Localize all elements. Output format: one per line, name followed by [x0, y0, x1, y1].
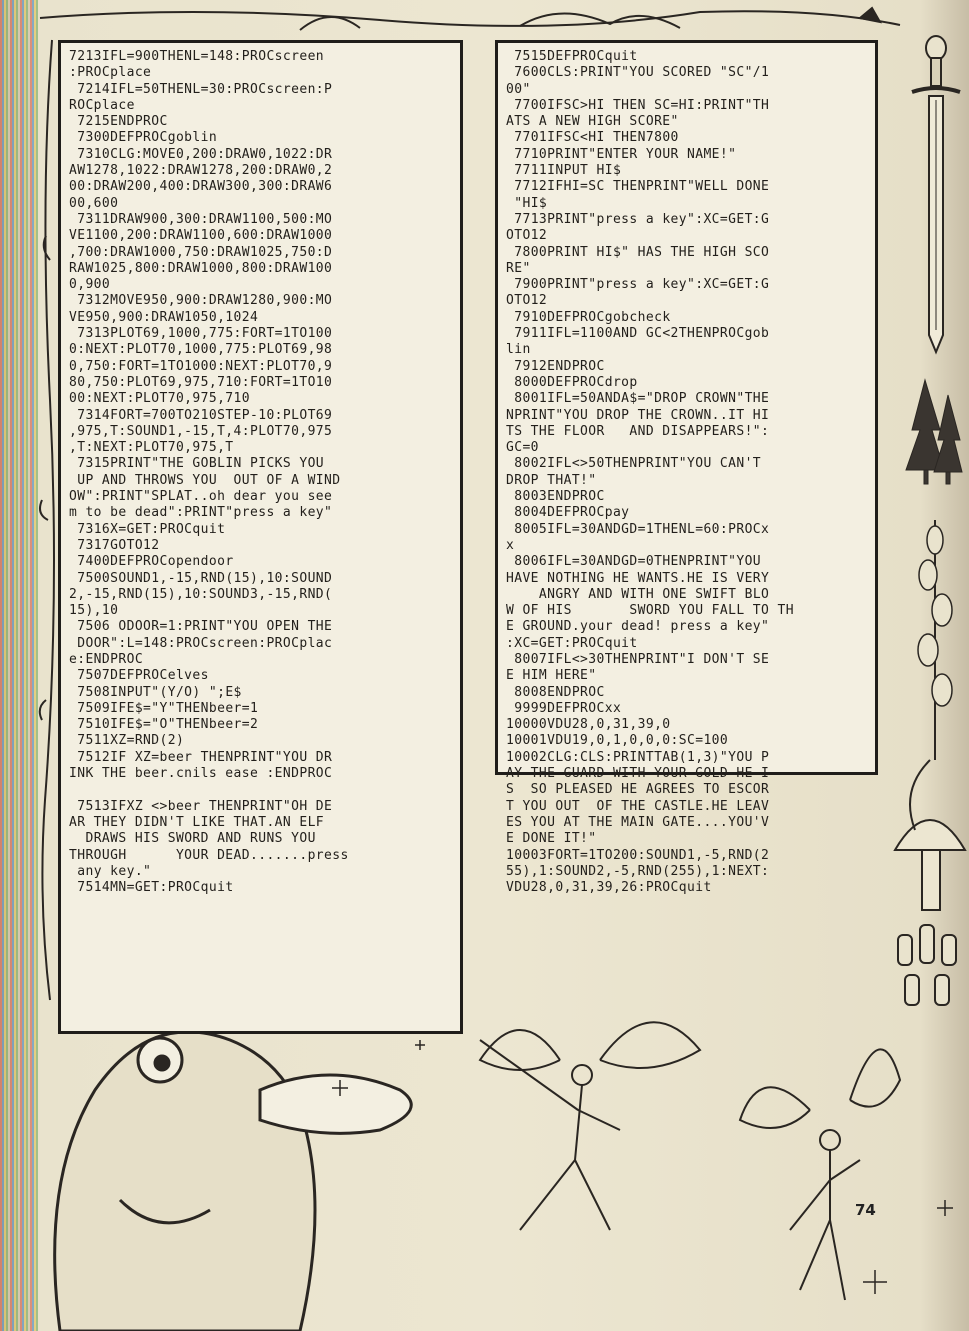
- code-line: INK THE beer.cnils ease :ENDPROC: [69, 766, 333, 782]
- code-line: 7215ENDPROC: [69, 114, 168, 130]
- code-line: :PROCplace: [69, 65, 152, 81]
- code-line: 9999DEFPROCxx: [506, 700, 622, 716]
- code-line: ES YOU AT THE MAIN GATE....YOU'V: [506, 814, 770, 830]
- code-line: 00": [506, 81, 531, 97]
- code-line: E GROUND.your dead! press a key": [506, 619, 770, 635]
- code-line: VE1100,200:DRAW1100,600:DRAW1000: [69, 228, 333, 244]
- code-line: 2,-15,RND(15),10:SOUND3,-15,RND(: [69, 586, 333, 602]
- code-line: ,975,T:SOUND1,-15,T,4:PLOT70,975: [69, 423, 333, 439]
- code-line: VE950,900:DRAW1050,1024: [69, 309, 259, 325]
- code-line: E DONE IT!": [506, 831, 597, 847]
- code-line: :XC=GET:PROCquit: [506, 635, 638, 651]
- code-line: 7514MN=GET:PROCquit: [69, 880, 234, 896]
- fairy-right-illustration: [740, 1049, 900, 1300]
- code-line: 8006IFL=30ANDGD=0THENPRINT"YOU: [506, 554, 762, 570]
- code-line: 8003ENDPROC: [506, 489, 605, 505]
- code-line: 8001IFL=50ANDA$="DROP CROWN"THE: [506, 391, 770, 407]
- code-line: 7700IFSC>HI THEN SC=HI:PRINT"TH: [506, 97, 770, 113]
- code-line: 00:NEXT:PLOT70,975,710: [69, 391, 250, 407]
- code-line: "HI$: [506, 195, 548, 211]
- code-line: 7311DRAW900,300:DRAW1100,500:MO: [69, 211, 333, 227]
- code-line: 80,750:PLOT69,975,710:FORT=1TO10: [69, 374, 333, 390]
- code-listing-right: [495, 40, 878, 896]
- code-line: 7400DEFPROCopendoor: [69, 554, 234, 570]
- code-line: 7800PRINT HI$" HAS THE HIGH SCO: [506, 244, 770, 260]
- code-line: 7500SOUND1,-15,RND(15),10:SOUND: [69, 570, 333, 586]
- code-line: 00:DRAW200,400:DRAW300,300:DRAW6: [69, 179, 333, 195]
- code-line: 7506 ODOOR=1:PRINT"YOU OPEN THE: [69, 619, 333, 635]
- code-line: E HIM HERE": [506, 668, 597, 684]
- code-line: 7713PRINT"press a key":XC=GET:G: [506, 211, 770, 227]
- code-line: HAVE NOTHING HE WANTS.HE IS VERY: [506, 570, 770, 586]
- code-line: 7510IFE$="O"THENbeer=2: [69, 717, 259, 733]
- foxglove-illustration: [918, 520, 952, 760]
- code-line: RAW1025,800:DRAW1000,800:DRAW100: [69, 260, 333, 276]
- code-line: 7911IFL=1100AND GC<2THENPROCgob: [506, 326, 770, 342]
- code-line: TS THE FLOOR AND DISAPPEARS!":: [506, 423, 770, 439]
- code-line: 7513IFXZ <>beer THENPRINT"OH DE: [69, 798, 333, 814]
- fairy-left-illustration: [480, 1022, 700, 1230]
- code-line: 7600CLS:PRINT"YOU SCORED "SC"/1: [506, 65, 770, 81]
- code-line: ROCplace: [69, 97, 135, 113]
- code-line: 7900PRINT"press a key":XC=GET:G: [506, 277, 770, 293]
- code-line: 15),10: [69, 603, 119, 619]
- code-line: THROUGH YOUR DEAD.......press: [69, 847, 349, 863]
- code-line: 7314FORT=700TO210STEP-10:PLOT69: [69, 407, 333, 423]
- code-line: 0:NEXT:PLOT70,1000,775:PLOT69,98: [69, 342, 333, 358]
- code-line: 7509IFE$="Y"THENbeer=1: [69, 700, 259, 716]
- page-number: 74: [855, 1201, 876, 1219]
- code-line: lin: [506, 342, 531, 358]
- code-line: 10000VDU28,0,31,39,0: [506, 717, 671, 733]
- code-line: e:ENDPROC: [69, 651, 144, 667]
- code-line: ,700:DRAW1000,750:DRAW1025,750:D: [69, 244, 333, 260]
- code-line: 00,600: [69, 195, 119, 211]
- goblin-illustration: [55, 1032, 412, 1331]
- code-line: 8008ENDPROC: [506, 684, 605, 700]
- code-line: ATS A NEW HIGH SCORE": [506, 114, 679, 130]
- code-line: 0,750:FORT=1TO1000:NEXT:PLOT70,9: [69, 358, 333, 374]
- code-line: 7214IFL=50THENL=30:PROCscreen:P: [69, 81, 333, 97]
- code-line: 10003FORT=1TO200:SOUND1,-5,RND(2: [506, 847, 770, 863]
- code-line: 8004DEFPROCpay: [506, 505, 630, 521]
- code-line: 7512IF XZ=beer THENPRINT"YOU DR: [69, 749, 333, 765]
- code-line: 7507DEFPROCelves: [69, 668, 209, 684]
- code-line: 7912ENDPROC: [506, 358, 605, 374]
- code-line: T YOU OUT OF THE CASTLE.HE LEAV: [506, 798, 770, 814]
- code-line: 7511XZ=RND(2): [69, 733, 185, 749]
- code-line: 7712IFHI=SC THENPRINT"WELL DONE: [506, 179, 770, 195]
- trees-illustration: [906, 380, 962, 484]
- code-line: AW1278,1022:DRAW1278,200:DRAW0,2: [69, 163, 333, 179]
- code-line: GC=0: [506, 440, 539, 456]
- code-line: AY THE GUARD WITH YOUR GOLD HE I: [506, 766, 770, 782]
- stars-decoration: [332, 1040, 953, 1294]
- code-line: x: [506, 537, 515, 553]
- code-line: OW":PRINT"SPLAT..oh dear you see: [69, 489, 333, 505]
- code-line: 7313PLOT69,1000,775:FORT=1TO100: [69, 326, 333, 342]
- code-listing-left: [58, 40, 463, 1034]
- top-border-art: [40, 8, 900, 30]
- code-line: 7300DEFPROCgoblin: [69, 130, 218, 146]
- code-line: RE": [506, 260, 531, 276]
- code-line: W OF HIS SWORD YOU FALL TO TH: [506, 603, 794, 619]
- code-line: 7701IFSC<HI THEN7800: [506, 130, 679, 146]
- code-line: OTO12: [506, 228, 548, 244]
- code-line: 55),1:SOUND2,-5,RND(255),1:NEXT:: [506, 863, 770, 879]
- code-line: OTO12: [506, 293, 548, 309]
- code-line: 8002IFL<>50THENPRINT"YOU CAN'T: [506, 456, 762, 472]
- code-line: 7213IFL=900THENL=148:PROCscreen: [69, 49, 325, 64]
- code-line: 7315PRINT"THE GOBLIN PICKS YOU: [69, 456, 325, 472]
- code-line: NPRINT"YOU DROP THE CROWN..IT HI: [506, 407, 770, 423]
- code-line: 8000DEFPROCdrop: [506, 374, 638, 390]
- code-line: S SO PLEASED HE AGREES TO ESCOR: [506, 782, 770, 798]
- code-line: 7515DEFPROCquit: [506, 49, 638, 64]
- code-line: 7711INPUT HI$: [506, 163, 622, 179]
- code-line: 0,900: [69, 277, 111, 293]
- code-line: ANGRY AND WITH ONE SWIFT BLO: [506, 586, 770, 602]
- sword-illustration: [912, 36, 960, 352]
- code-line: DROP THAT!": [506, 472, 597, 488]
- code-line: 8007IFL<>30THENPRINT"I DON'T SE: [506, 651, 770, 667]
- code-line: 10001VDU19,0,1,0,0,0:SC=100: [506, 733, 729, 749]
- stones-illustration: [898, 925, 956, 1005]
- mushroom-illustration: [895, 760, 965, 910]
- left-vine-illustration: [40, 40, 54, 1000]
- code-line: DRAWS HIS SWORD AND RUNS YOU: [69, 831, 316, 847]
- code-line: 8005IFL=30ANDGD=1THENL=60:PROCx: [506, 521, 770, 537]
- code-line: 7317GOTO12: [69, 537, 160, 553]
- code-line: 7508INPUT"(Y/O) ";E$: [69, 684, 242, 700]
- code-line: 10002CLG:CLS:PRINTTAB(1,3)"YOU P: [506, 749, 770, 765]
- code-line: ,T:NEXT:PLOT70,975,T: [69, 440, 234, 456]
- code-line: AR THEY DIDN'T LIKE THAT.AN ELF: [69, 814, 325, 830]
- code-line: [69, 782, 452, 798]
- code-line: DOOR":L=148:PROCscreen:PROCplac: [69, 635, 333, 651]
- code-line: 7910DEFPROCgobcheck: [506, 309, 671, 325]
- code-line: 7310CLG:MOVE0,200:DRAW0,1022:DR: [69, 146, 333, 162]
- code-line: VDU28,0,31,39,26:PROCquit: [506, 880, 712, 896]
- code-line: 7316X=GET:PROCquit: [69, 521, 226, 537]
- code-line: 7312MOVE950,900:DRAW1280,900:MO: [69, 293, 333, 309]
- code-line: m to be dead":PRINT"press a key": [69, 505, 333, 521]
- code-line: UP AND THROWS YOU OUT OF A WIND: [69, 472, 341, 488]
- code-line: any key.": [69, 863, 152, 879]
- code-line: 7710PRINT"ENTER YOUR NAME!": [506, 146, 737, 162]
